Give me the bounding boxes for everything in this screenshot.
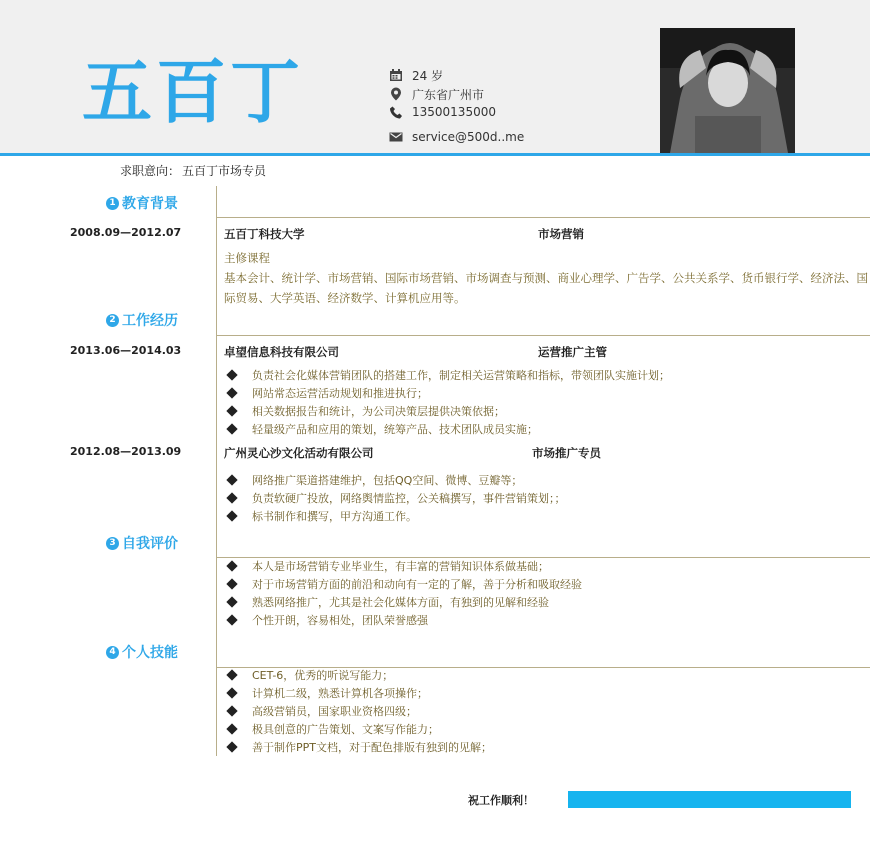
- diamond-bullet-icon: [226, 369, 237, 380]
- diamond-bullet-icon: [226, 510, 237, 521]
- email-row: [388, 129, 524, 145]
- list-item: 高级营销员，国家职业资格四级；: [224, 702, 492, 720]
- section-divider: [216, 335, 870, 336]
- age-text: 24 岁: [412, 68, 444, 83]
- diamond-bullet-icon: [226, 387, 237, 398]
- section-education-title: [106, 193, 178, 213]
- section-work-title: [106, 310, 178, 330]
- list-item: 极具创意的广告策划、文案写作能力；: [224, 720, 492, 738]
- age-row: [388, 67, 443, 83]
- company-name: 卓望信息科技有限公司: [224, 345, 339, 359]
- diamond-bullet-icon: [226, 687, 237, 698]
- phone-text: 13500135000: [412, 105, 496, 119]
- company-name: 广州灵心沙文化活动有限公司: [224, 446, 374, 460]
- list-item: 负责软硬广投放，网络舆情监控，公关稿撰写，事件营销策划；；: [224, 489, 566, 507]
- timeline-axis: [216, 186, 217, 756]
- email-icon: [388, 130, 404, 144]
- section-divider: [216, 217, 870, 218]
- header-divider: [0, 153, 870, 156]
- diamond-bullet-icon: [226, 492, 237, 503]
- email-text: service@500d..me: [412, 130, 525, 144]
- job-duties-list: [224, 471, 566, 525]
- footer-accent-bar: [568, 791, 851, 808]
- section-number-badge: 4: [106, 646, 119, 659]
- location-pin-icon: [388, 87, 404, 101]
- courses-text: 基本会计、统计学、市场营销、国际市场营销、市场调查与预测、商业心理学、广告学、公共关系学、货币银行学、经济法、国际贸易、大学英语、经济数学、计算机应用等。: [224, 271, 868, 305]
- phone-icon: [388, 105, 404, 119]
- job-title: 市场推广专员: [532, 446, 601, 460]
- objective-value: 五百丁市场专员: [182, 164, 267, 178]
- section-title-text: 个人技能: [122, 645, 178, 661]
- self-eval-list: [224, 557, 582, 629]
- skills-list: [224, 666, 492, 756]
- section-number-badge: 2: [106, 314, 119, 327]
- diamond-bullet-icon: [226, 741, 237, 752]
- location-row: [388, 86, 484, 102]
- location-text: 广东省广州市: [412, 87, 485, 102]
- calendar-icon: [388, 68, 404, 82]
- major-name: 市场营销: [538, 227, 584, 241]
- diamond-bullet-icon: [226, 596, 237, 607]
- section-number-badge: 1: [106, 197, 119, 210]
- diamond-bullet-icon: [226, 614, 237, 625]
- job-title: 运营推广主管: [538, 345, 607, 359]
- job-date: 2013.06—2014.03: [70, 344, 182, 357]
- education-date: 2008.09—2012.07: [70, 226, 182, 239]
- list-item: 标书制作和撰写，甲方沟通工作。: [224, 507, 566, 525]
- section-skills-title: [106, 642, 178, 662]
- diamond-bullet-icon: [226, 723, 237, 734]
- section-number-badge: 3: [106, 537, 119, 550]
- list-item: 本人是市场营销专业毕业生，有丰富的营销知识体系做基础；: [224, 557, 582, 575]
- list-item: 相关数据报告和统计，为公司决策层提供决策依据；: [224, 402, 670, 420]
- list-item: 个性开朗，容易相处，团队荣誉感强: [224, 611, 582, 629]
- list-item: 负责社会化媒体营销团队的搭建工作，制定相关运营策略和指标，带领团队实施计划；: [224, 366, 670, 384]
- diamond-bullet-icon: [226, 423, 237, 434]
- diamond-bullet-icon: [226, 669, 237, 680]
- list-item: 网络推广渠道搭建维护，包括QQ空间、微博、豆瓣等；: [224, 471, 566, 489]
- candidate-name: 五百丁: [82, 51, 304, 133]
- list-item: CET-6，优秀的听说写能力；: [224, 666, 492, 684]
- job-date: 2012.08—2013.09: [70, 445, 182, 458]
- diamond-bullet-icon: [226, 474, 237, 485]
- list-item: 熟悉网络推广，尤其是社会化媒体方面，有独到的见解和经验: [224, 593, 582, 611]
- diamond-bullet-icon: [226, 578, 237, 589]
- diamond-bullet-icon: [226, 705, 237, 716]
- list-item: 轻量级产品和应用的策划，统筹产品、技术团队成员实施；: [224, 420, 670, 438]
- section-title-text: 教育背景: [122, 196, 178, 212]
- school-name: 五百丁科技大学: [224, 227, 305, 241]
- list-item: 对于市场营销方面的前沿和动向有一定的了解，善于分析和吸取经验: [224, 575, 582, 593]
- section-self-title: [106, 533, 178, 553]
- job-objective: [118, 162, 266, 179]
- diamond-bullet-icon: [226, 405, 237, 416]
- list-item: 网站常态运营活动规划和推进执行；: [224, 384, 670, 402]
- list-item: 善于制作PPT文档，对于配色排版有独到的见解；: [224, 738, 492, 756]
- section-title-text: 自我评价: [122, 536, 178, 552]
- section-title-text: 工作经历: [122, 313, 178, 329]
- phone-row: [388, 104, 496, 120]
- courses-label: 主修课程: [224, 251, 270, 265]
- profile-photo: [660, 28, 795, 153]
- job-duties-list: [224, 366, 670, 438]
- list-item: 计算机二级，熟悉计算机各项操作；: [224, 684, 492, 702]
- objective-label: 求职意向：: [120, 164, 181, 178]
- footer-greeting: 祝工作顺利！: [468, 794, 534, 807]
- diamond-bullet-icon: [226, 560, 237, 571]
